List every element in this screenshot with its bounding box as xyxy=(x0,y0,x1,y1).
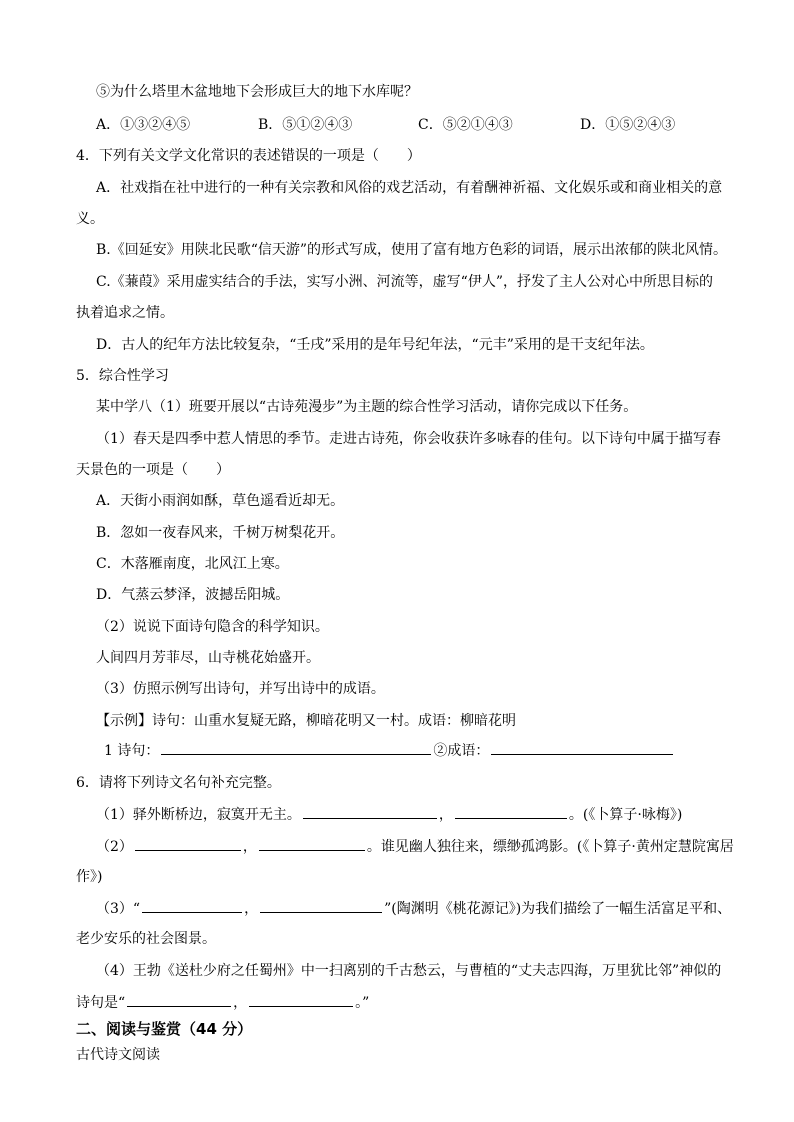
section-2-heading: 二、阅读与鉴赏（44 分） xyxy=(76,1020,253,1038)
q6-stem: 6．请将下列诗文名句补充完整。 xyxy=(76,775,281,791)
q4-stem: 4．下列有关文学文化常识的表述错误的一项是（ ） xyxy=(76,148,421,164)
q5-sub3: （3）仿照示例写出诗句，并写出诗中的成语。 xyxy=(96,681,385,697)
q3-sentence-5: ⑤为什么塔里木盆地地下会形成巨大的地下水库呢？ xyxy=(96,84,418,100)
q5-idiom-blank[interactable] xyxy=(491,740,673,755)
q4-option-b: B.《回延安》用陕北民歌“信天游”的形式写成，使用了富有地方色彩的词语，展示出浓郁的陕北风情。 xyxy=(96,242,728,258)
q3-option-a: A．①③②④⑤ xyxy=(96,117,191,133)
q5-sub1-line2: 天景色的一项是（ ） xyxy=(76,462,230,478)
q3-option-d: D．①⑤②④③ xyxy=(580,117,676,133)
q6-sub3-text: ”(陶渊明《桃花源记》)为我们描绘了一幅生活富足平和、 xyxy=(384,901,732,917)
q6-sub3-line2: 老少安乐的社会图景。 xyxy=(76,931,216,947)
q4-option-c-line2: 执着追求之情。 xyxy=(76,305,174,321)
q6-sub1-source: 。(《卜算子·咏梅》) xyxy=(568,807,683,823)
q6-sub3-line1: （3）“ ， ”(陶渊明《桃花源记》)为我们描绘了一幅生活富足平和、 xyxy=(96,898,731,919)
q5-sub1-option-b: B．忽如一夜春风来，千树万树梨花开。 xyxy=(96,525,345,541)
q6-sub4-line1: （4）王勃《送杜少府之任蜀州》中一扫离别的千古愁云，与曹植的“丈夫志四海，万里犹比邻”神似的 xyxy=(96,963,722,979)
section-2-subheading: 古代诗文阅读 xyxy=(76,1047,160,1063)
q5-title: 5．综合性学习 xyxy=(76,368,169,384)
q6-sub3-blank1[interactable] xyxy=(142,898,242,913)
q6-sub4-blank2[interactable] xyxy=(249,992,353,1007)
q4-option-c-line1: C.《蒹葭》采用虚实结合的手法，实写小洲、河流等，虚写“伊人”，抒发了主人公对心中所思目标的 xyxy=(96,274,713,290)
q6-sub3-blank2[interactable] xyxy=(260,898,382,913)
q5-poem-blank[interactable] xyxy=(161,740,431,755)
q5-sub2-poem: 人间四月芳菲尽，山寺桃花始盛开。 xyxy=(96,650,320,666)
q3-option-c: C．⑤②①④③ xyxy=(418,117,513,133)
q6-sub1: （1）驿外断桥边，寂寞开无主。 ， 。(《卜算子·咏梅》) xyxy=(96,804,682,825)
q4-option-a-line1: A．社戏指在社中进行的一种有关宗教和风俗的戏艺活动，有着酬神祈福、文化娱乐或和商业相关的意 xyxy=(96,180,723,196)
q6-sub1-text: （1）驿外断桥边，寂寞开无主。 xyxy=(96,807,301,823)
q5-sub1-option-a: A．天街小雨润如酥，草色遥看近却无。 xyxy=(96,493,345,509)
q5-sub2: （2）说说下面诗句隐含的科学知识。 xyxy=(96,619,329,635)
q6-sub1-blank1[interactable] xyxy=(303,804,437,819)
q6-sub2-text: 。谁见幽人独往来，缥缈孤鸿影。(《卜算子·黄州定慧院寓居 xyxy=(366,839,734,855)
q5-example: 【示例】诗句：山重水复疑无路，柳暗花明又一村。成语：柳暗花明 xyxy=(96,713,516,729)
q6-sub4-blank1[interactable] xyxy=(127,992,231,1007)
q6-sub2-line1: （2） ， 。谁见幽人独往来，缥缈孤鸿影。(《卜算子·黄州定慧院寓居 xyxy=(96,836,734,857)
q6-sub2-blank2[interactable] xyxy=(259,836,365,851)
q5-intro: 某中学八（1）班要开展以“古诗苑漫步”为主题的综合性学习活动，请你完成以下任务。 xyxy=(96,399,638,415)
q4-option-d: D．古人的纪年方法比较复杂，“壬戌”采用的是年号纪年法，“元丰”采用的是干支纪年法。 xyxy=(96,337,654,353)
q6-sub4-line2: 诗句是“ ， 。” xyxy=(76,992,369,1013)
q6-sub2-blank1[interactable] xyxy=(135,836,241,851)
q4-option-a-line2: 义。 xyxy=(76,211,104,227)
q5-sub1-option-d: D．气蒸云梦泽，波撼岳阳城。 xyxy=(96,587,290,603)
q3-option-b: B．⑤①②④③ xyxy=(258,117,353,133)
q6-sub1-blank2[interactable] xyxy=(455,804,567,819)
q5-poem-label: 1 诗句： xyxy=(104,743,160,759)
q6-sub2-line2: 作》) xyxy=(76,869,103,885)
q5-idiom-label: ②成语： xyxy=(433,743,490,759)
q5-sub1-option-c: C．木落雁南度，北风江上寒。 xyxy=(96,556,289,572)
q5-sub1-line1: （1）春天是四季中惹人情思的季节。走进古诗苑，你会收获许多咏春的佳句。以下诗句中属于描写春 xyxy=(96,431,721,447)
q5-answer-line xyxy=(104,740,675,761)
